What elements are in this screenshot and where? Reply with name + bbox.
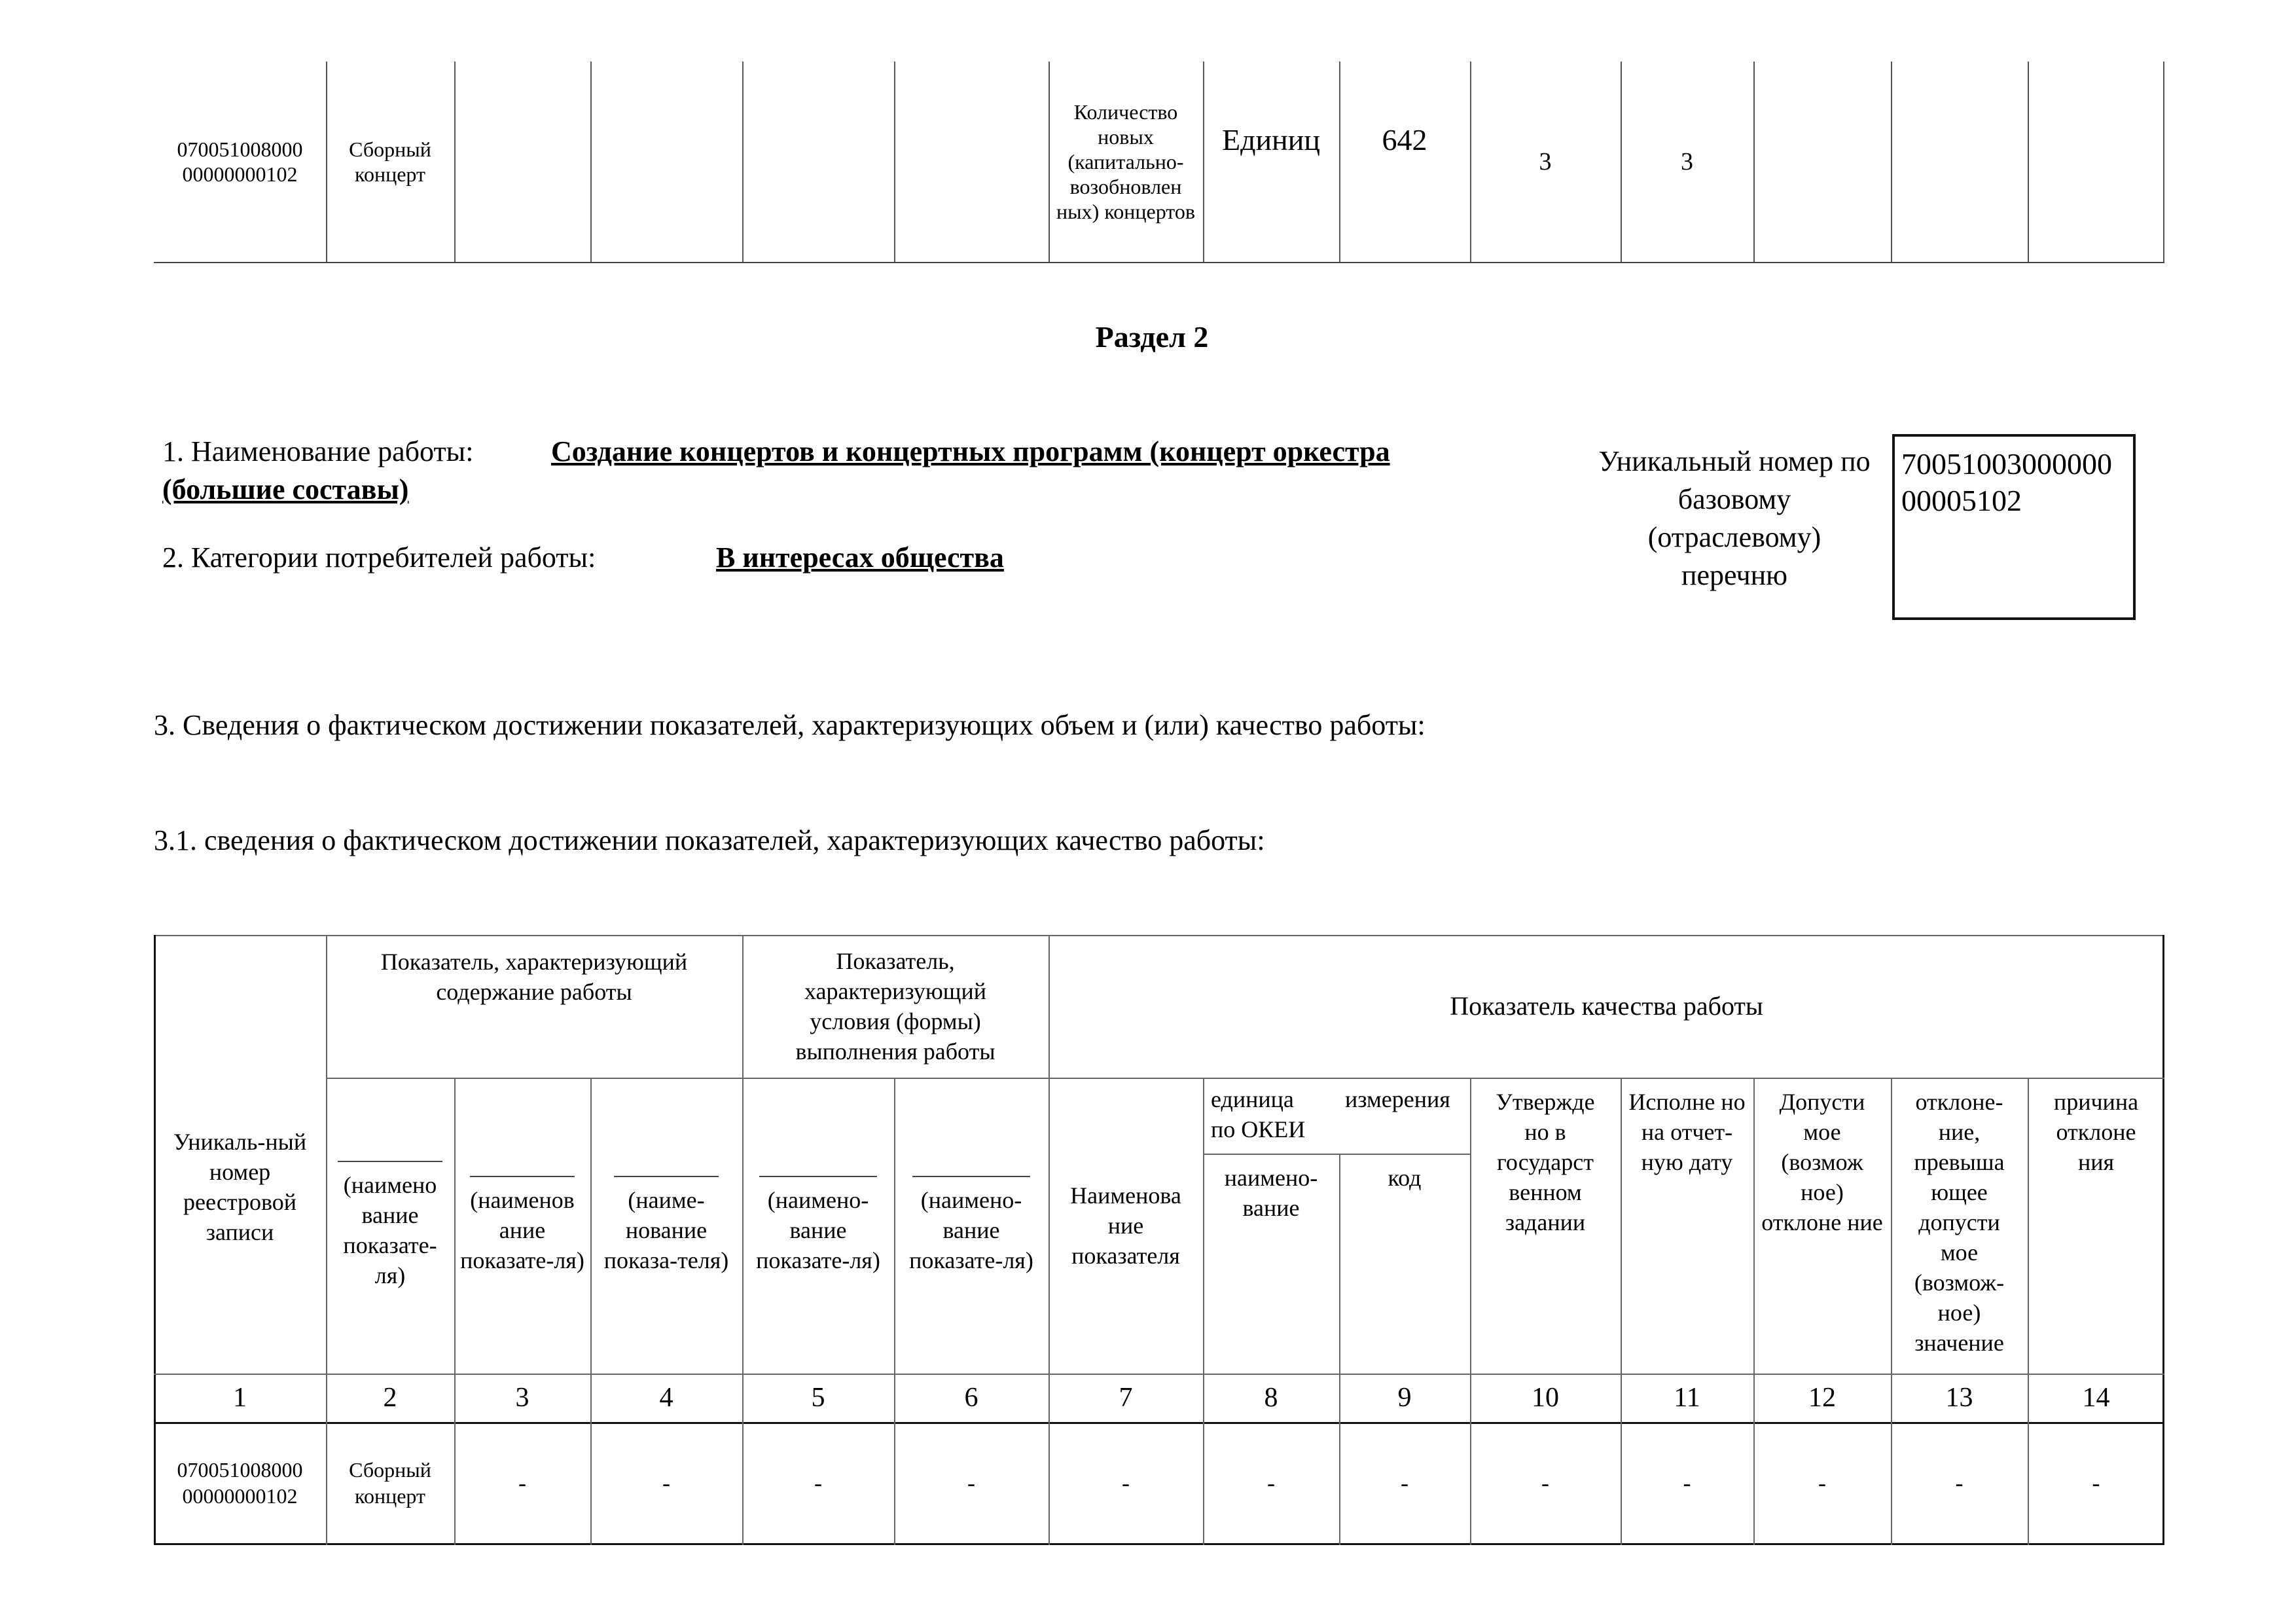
unit-name: Единиц: [1222, 123, 1320, 156]
item-3: 3. Сведения о фактическом достижении показателей, характеризующих объем и (или) качество работы:: [154, 709, 1426, 741]
col-number: 7: [1119, 1383, 1133, 1413]
header-col-13: отклоне-ние, превыша ющее допусти мое (возмож-ное) значение: [1914, 1089, 2005, 1356]
header-col-5-text: (наимено-вание показате-ля): [756, 1187, 880, 1273]
row-dash: -: [1541, 1470, 1549, 1496]
header-col-10: Утвержде но в государст венном задании: [1496, 1089, 1595, 1235]
row-dash: -: [1955, 1470, 1964, 1496]
header-col-9: код: [1388, 1165, 1422, 1191]
row-dash: -: [1122, 1470, 1130, 1496]
divider: [2163, 62, 2164, 263]
col-number: 3: [515, 1383, 529, 1413]
blank-line: [614, 1176, 719, 1177]
col-number: 4: [659, 1383, 673, 1413]
header-content: Показатель, характеризующий содержание работы: [380, 949, 688, 1005]
item-3-1: 3.1. сведения о фактическом достижении показателей, характеризующих качество работы:: [154, 824, 1265, 856]
header-quality: Показатель качества работы: [1450, 991, 1763, 1021]
unique-number-box: 70051003000000 00005102: [1892, 434, 2136, 620]
header-col-6-text: (наимено-вание показате-ля): [909, 1187, 1033, 1273]
header-unit-c: по ОКЕИ: [1211, 1116, 1306, 1142]
quality-table: [154, 935, 2164, 1545]
actual-value: 3: [1681, 148, 1693, 175]
col-number: 11: [1674, 1383, 1700, 1413]
col-number: 10: [1532, 1383, 1559, 1413]
divider: [154, 262, 2164, 263]
row-dash: -: [662, 1470, 670, 1496]
row-dash: -: [1683, 1470, 1691, 1496]
col-number: 2: [383, 1383, 397, 1413]
header-col-11: Исполне но на отчет-ную дату: [1628, 1089, 1746, 1175]
divider: [454, 62, 456, 263]
row-content: Сборный концерт: [349, 1458, 431, 1508]
divider: [1891, 62, 1892, 263]
col-number: 1: [233, 1383, 247, 1413]
header-reg-number: Уникаль-ный номер реестровой записи: [173, 1129, 307, 1245]
blank-line: [338, 1161, 442, 1162]
divider: [1753, 62, 1755, 263]
divider: [2028, 62, 2029, 263]
blank-line: [470, 1176, 575, 1177]
header-col-3-text: (наименов ание показате-ля): [460, 1187, 584, 1273]
col-number: 9: [1397, 1383, 1412, 1413]
row-dash: -: [1818, 1470, 1826, 1496]
header-col-2-text: (наимено вание показате-ля): [343, 1172, 437, 1288]
header-col-2: [326, 1078, 454, 1374]
header-col-4: [590, 1078, 742, 1374]
header-col-4-text: (наиме-нование показа-теля): [603, 1187, 729, 1273]
divider: [742, 62, 744, 263]
consumers-label: 2. Категории потребителей работы:: [162, 541, 596, 574]
plan-value: 3: [1539, 148, 1552, 175]
col-number: 13: [1945, 1383, 1973, 1413]
divider: [894, 62, 895, 263]
top-table: [154, 62, 2164, 264]
work-name-label: 1. Наименование работы:: [162, 435, 474, 467]
blank-line: [912, 1176, 1030, 1177]
row-dash: -: [1267, 1470, 1275, 1496]
header-col-8: наимено-вание: [1224, 1165, 1318, 1221]
reg-number: 070051008000 00000000102: [177, 137, 303, 186]
header-col-12: Допусти мое (возмож ное) отклоне ние: [1761, 1089, 1883, 1235]
row-dash: -: [967, 1470, 975, 1496]
unit-code: 642: [1382, 123, 1427, 156]
col-number: 6: [964, 1383, 978, 1413]
header-col-3: [454, 1078, 590, 1374]
header-col-5: [742, 1078, 894, 1374]
consumers-value: В интересах общества: [716, 541, 1004, 574]
header-unit-b: измерения: [1345, 1086, 1450, 1112]
header-col-6: [894, 1078, 1049, 1374]
row-dash: -: [2092, 1470, 2100, 1496]
row-dash: -: [1401, 1470, 1408, 1496]
col-number: 5: [811, 1383, 825, 1413]
divider: [590, 62, 592, 263]
header-conditions: Показатель, характеризующий условия (формы) выполнения работы: [795, 948, 996, 1065]
row-dash: -: [518, 1470, 526, 1496]
header-unit-a: единица: [1211, 1086, 1294, 1112]
header-col-7: Наименова ние показателя: [1070, 1182, 1181, 1269]
unique-number-label: Уникальный номер по базовому (отраслевому) перечню: [1598, 445, 1871, 591]
work-name-value-cont: (большие составы): [162, 473, 409, 505]
col-number: 12: [1808, 1383, 1836, 1413]
row-reg-number: 070051008000 00000000102: [177, 1458, 303, 1508]
col-number: 8: [1264, 1383, 1278, 1413]
indicator-name: Количество новых (капитально-возобновлен ных) концертов: [1056, 100, 1195, 223]
row-dash: -: [814, 1470, 822, 1496]
content-value: Сборный концерт: [349, 137, 431, 186]
header-col-14: причина отклоне ния: [2053, 1089, 2139, 1175]
work-name-value: Создание концертов и концертных программ (концерт оркестра: [551, 435, 1390, 467]
col-number: 14: [2082, 1383, 2110, 1413]
blank-line: [759, 1176, 877, 1177]
section-title: Раздел 2: [1095, 320, 1209, 354]
